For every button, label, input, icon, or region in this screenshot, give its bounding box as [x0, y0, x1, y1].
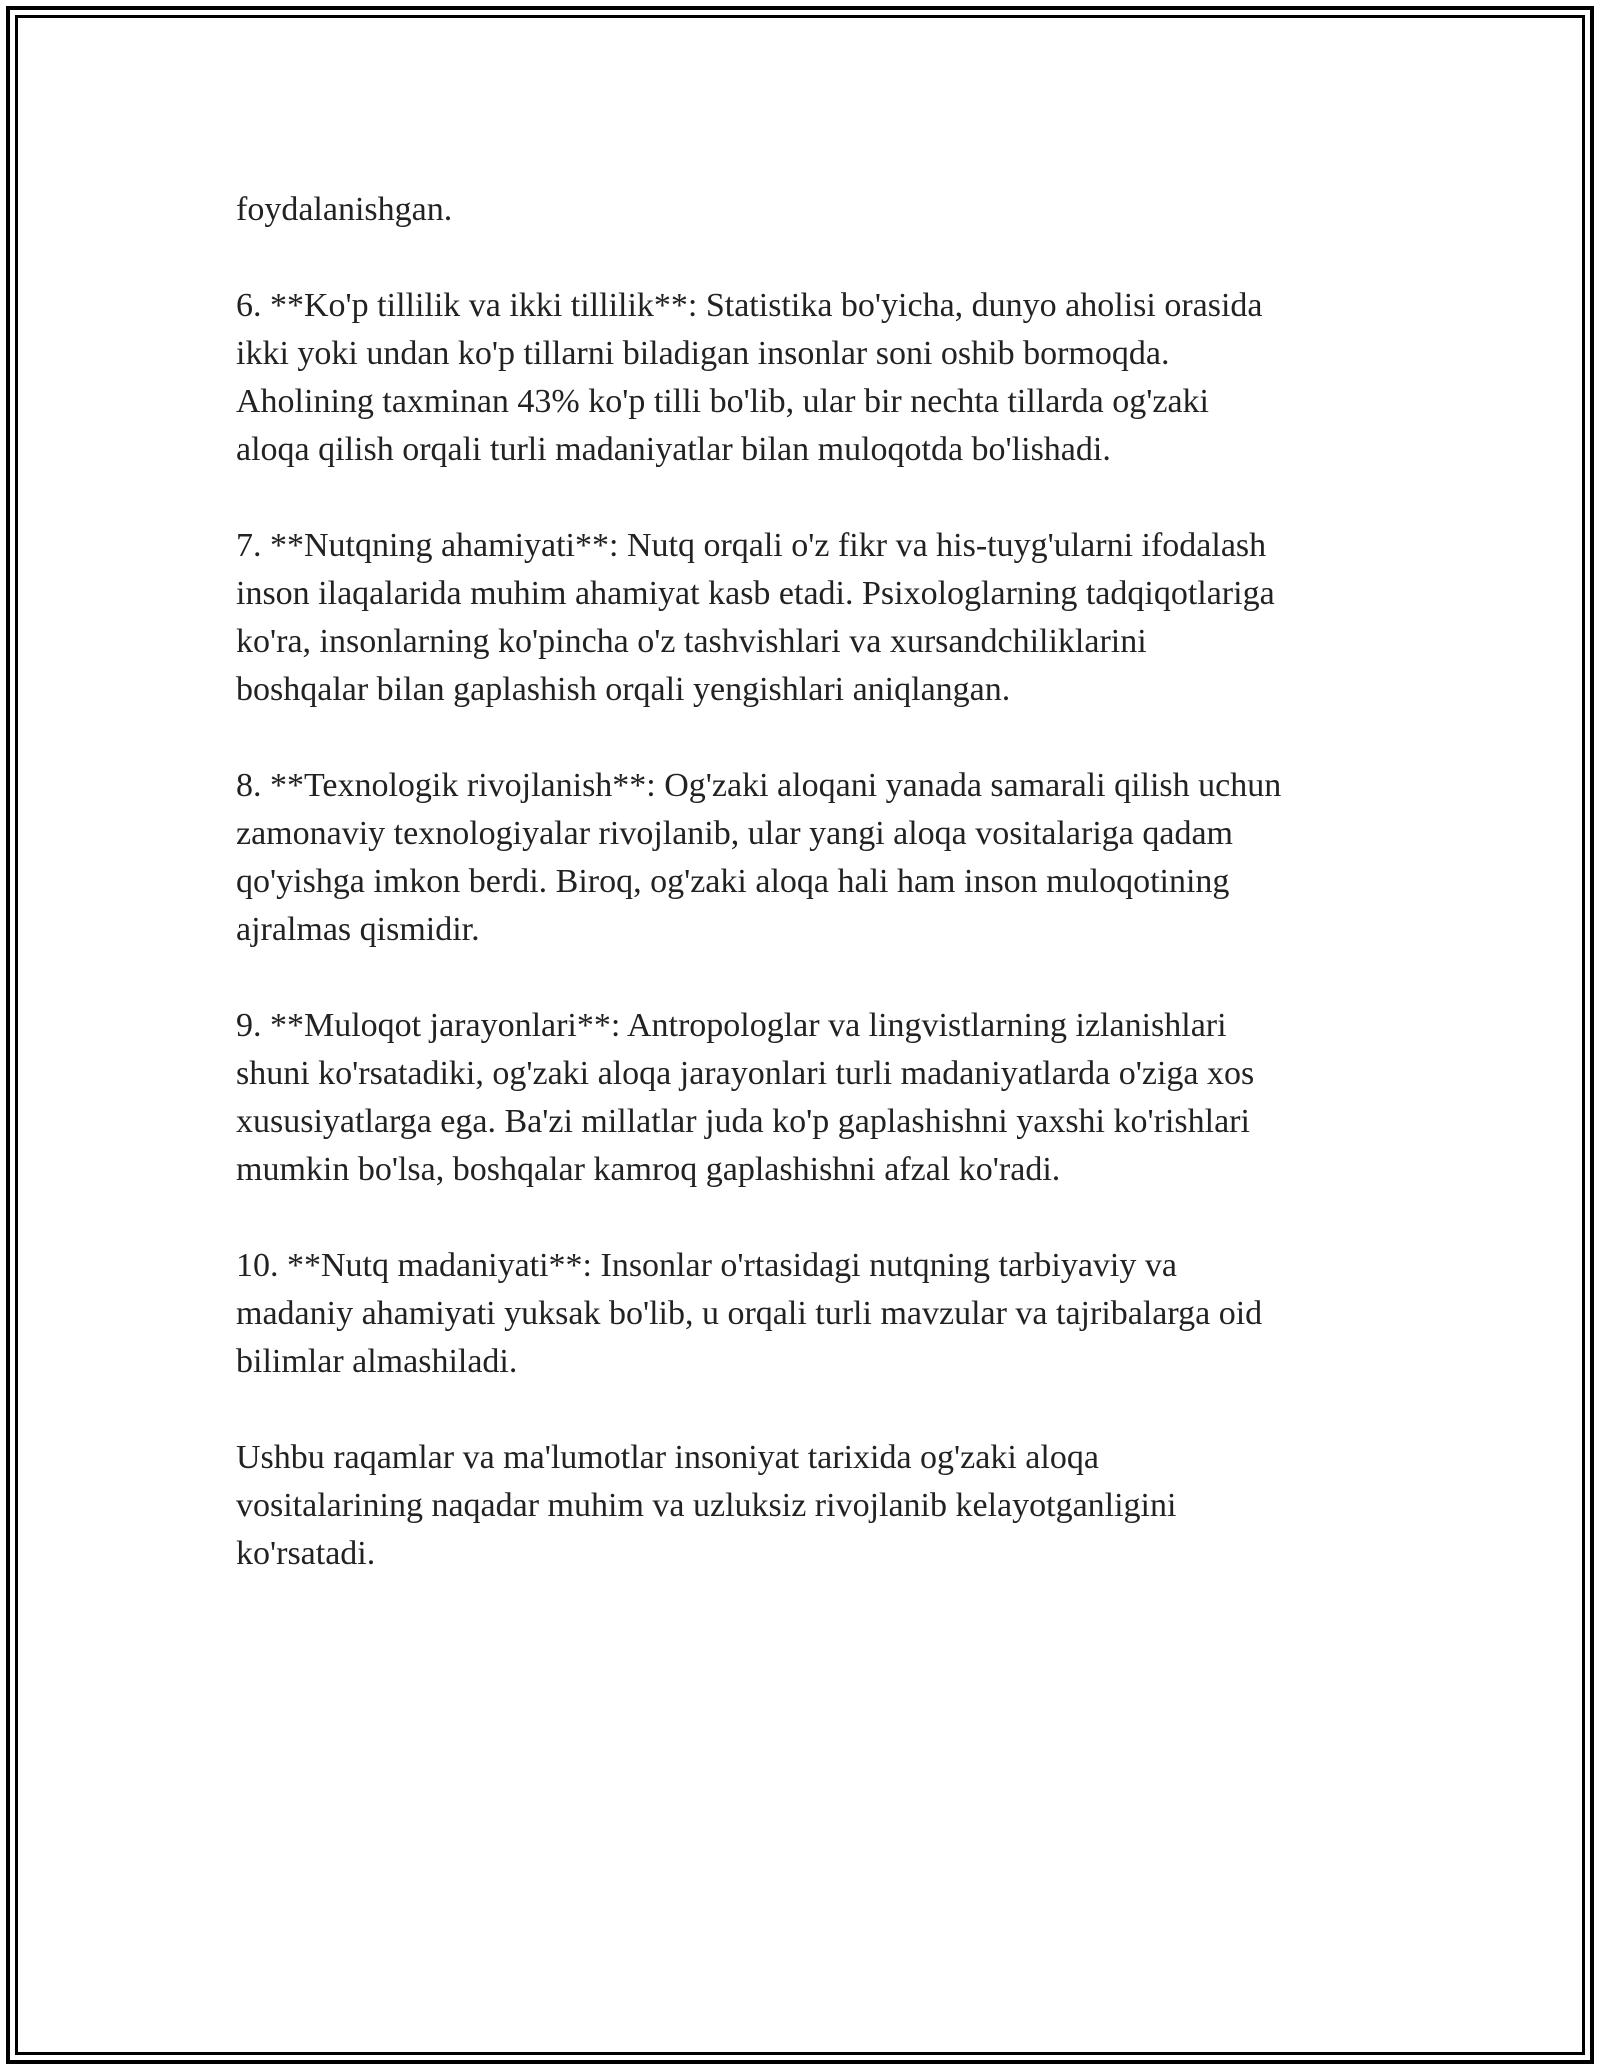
document-body: [236, 186, 1386, 1626]
paragraph-item-8: 8. **Texnologik rivojlanish**: Og'zaki aloqani yanada samarali qilish uchun zamonaviy texnologiyalar rivojlanib, ular yangi aloqa vositalariga qadam qo'yishga imkon berdi. Biroq, og'zaki aloqa hali ham inson muloqotining ajralmas qismidir.: [236, 767, 1282, 948]
paragraph-conclusion: Ushbu raqamlar va ma'lumotlar insoniyat tarixida og'zaki aloqa vositalarining naqadar muhim va uzluksiz rivojlanib kelayotganligini ko'rsatadi.: [236, 1439, 1177, 1572]
paragraph-item-10: 10. **Nutq madaniyati**: Insonlar o'rtasidagi nutqning tarbiyaviy va madaniy ahamiyati yuksak bo'lib, u orqali turli mavzular va tajribalarga oid bilimlar almashiladi.: [236, 1247, 1263, 1380]
paragraph-item-6: 6. **Ko'p tillilik va ikki tillilik**: Statistika bo'yicha, dunyo aholisi orasida ikki yoki undan ko'p tillarni biladigan insonlar soni oshib bormoqda. Aholining taxminan 43% ko'p tilli bo'lib, ular bir nechta tillarda og'zaki aloqa qilish orqali turli madaniyatlar bilan muloqotda bo'lishadi.: [236, 287, 1263, 468]
paragraph-item-9: 9. **Muloqot jarayonlari**: Antropologlar va lingvistlarning izlanishlari shuni ko'rsatadiki, og'zaki aloqa jarayonlari turli madaniyatlarda o'ziga xos xususiyatlarga ega. Ba'zi millatlar juda ko'p gaplashishni yaxshi ko'rishlari mumkin bo'lsa, boshqalar kamroq gaplashishni afzal ko'radi.: [236, 1007, 1255, 1188]
paragraph-item-7: 7. **Nutqning ahamiyati**: Nutq orqali o'z fikr va his-tuyg'ularni ifodalash inson ilaqalarida muhim ahamiyat kasb etadi. Psixologlarning tadqiqotlariga ko'ra, insonlarning ko'pincha o'z tashvishlari va xursandchiliklarini boshqalar bilan gaplashish orqali yengishlari aniqlangan.: [236, 527, 1275, 708]
paragraph-continuation: foydalanishgan.: [236, 191, 453, 228]
